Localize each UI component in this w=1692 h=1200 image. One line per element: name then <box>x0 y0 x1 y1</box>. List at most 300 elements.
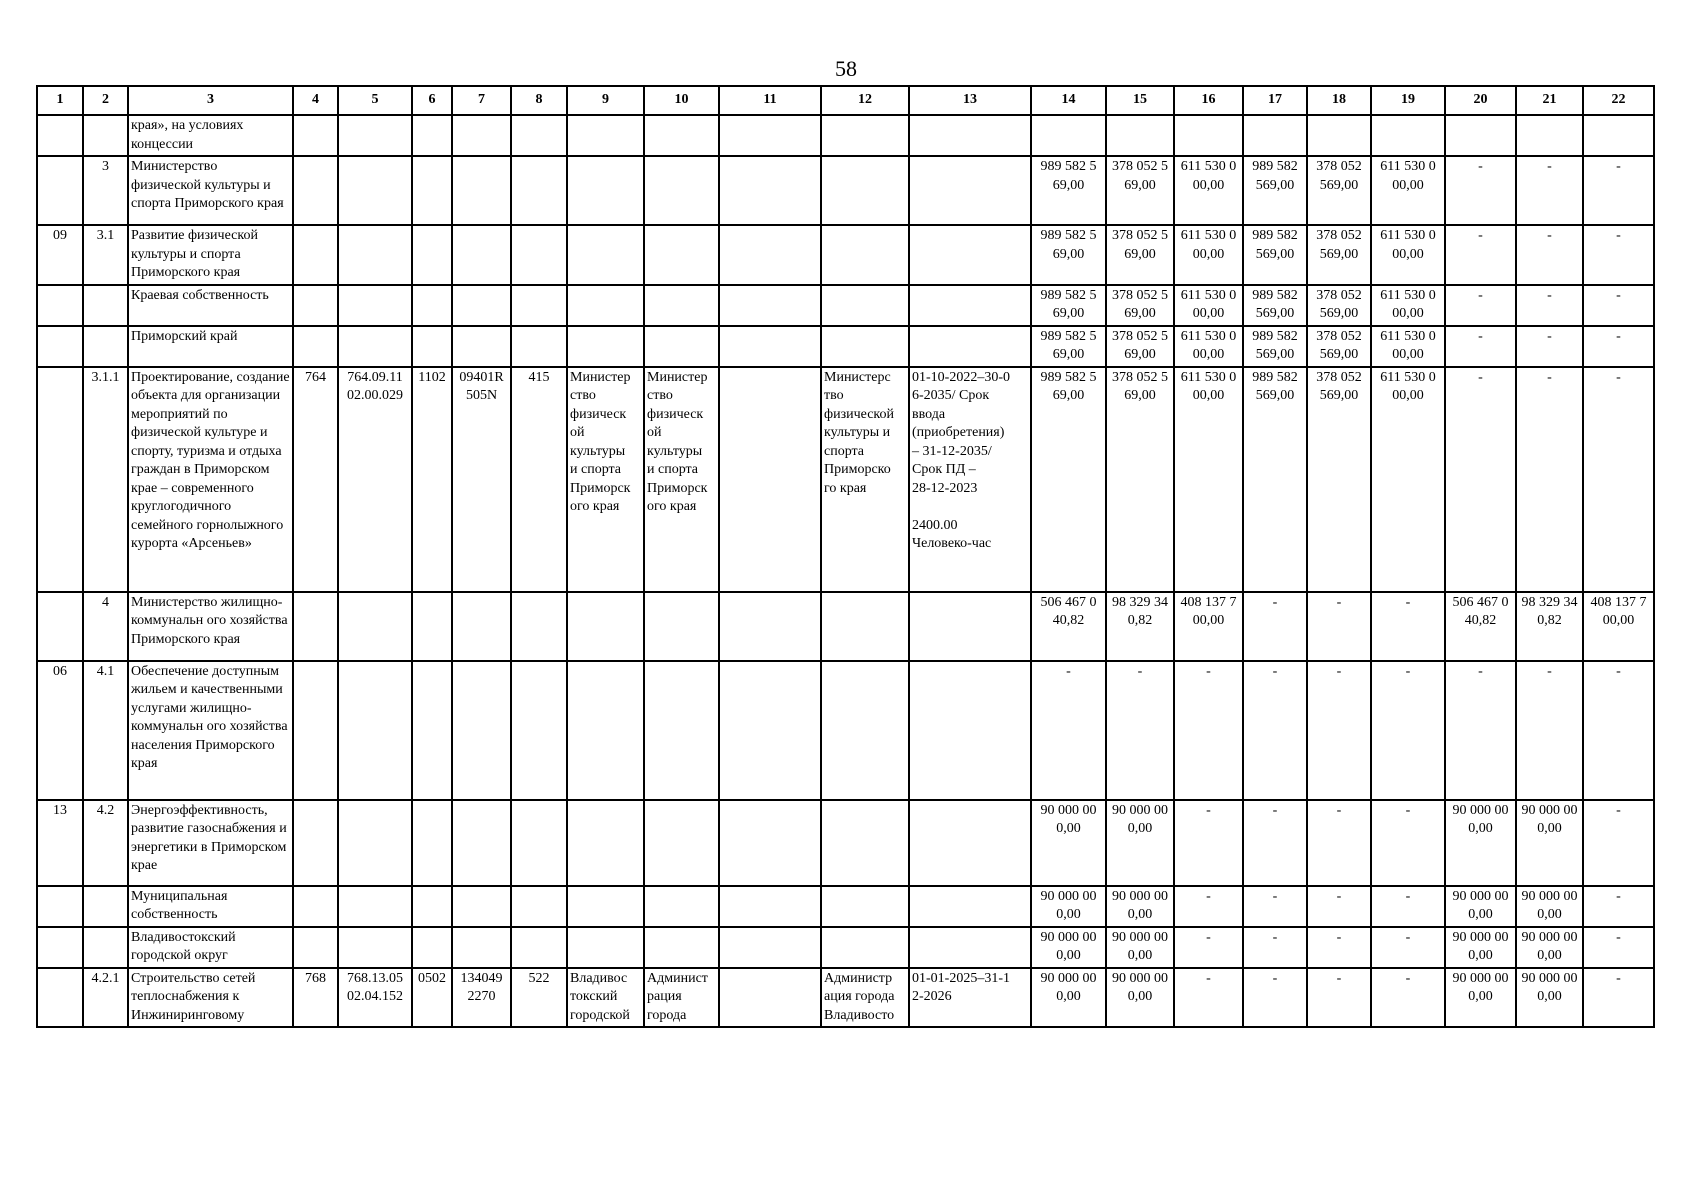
cell-expense-type <box>511 156 567 225</box>
cell-target-article <box>452 285 511 326</box>
cell-section <box>412 225 452 285</box>
cell-regional: - <box>1174 927 1243 968</box>
cell-regional: 408 137 7 00,00 <box>1174 592 1243 661</box>
cell-col-11 <box>719 156 821 225</box>
cell-regional-2: - <box>1371 592 1445 661</box>
cell-row-number: 3.1.1 <box>83 367 128 592</box>
cell-total: 989 582 5 69,00 <box>1031 326 1106 367</box>
cell-row-code <box>37 285 83 326</box>
cell-col-11 <box>719 285 821 326</box>
cell-federal-2: - <box>1307 927 1371 968</box>
cell-regional-2: - <box>1371 661 1445 800</box>
cell-total-2: - <box>1243 661 1307 800</box>
cell-total-2: - <box>1243 800 1307 886</box>
cell-federal: 98 329 34 0,82 <box>1106 592 1174 661</box>
cell-total-3: 90 000 00 0,00 <box>1445 927 1516 968</box>
cell-col-11 <box>719 592 821 661</box>
cell-row-name: Энергоэффективность, развитие газоснабжения и энергетики в Приморском крае <box>128 800 293 886</box>
cell-target-article <box>452 156 511 225</box>
cell-customer: Владивос токский городской <box>567 968 644 1028</box>
cell-regional-3: - <box>1583 367 1654 592</box>
cell-dates-capacity <box>909 326 1031 367</box>
cell-regional-3: - <box>1583 156 1654 225</box>
cell-customer <box>567 156 644 225</box>
column-header-11: 11 <box>719 86 821 115</box>
cell-row-code <box>37 326 83 367</box>
cell-customer <box>567 886 644 927</box>
cell-grbs <box>293 927 338 968</box>
cell-grbs <box>293 285 338 326</box>
cell-federal-3: - <box>1516 661 1583 800</box>
cell-regional-3 <box>1583 115 1654 156</box>
cell-recipient: Министерс тво физической культуры и спорта Приморско го края <box>821 367 909 592</box>
cell-section <box>412 886 452 927</box>
column-header-17: 17 <box>1243 86 1307 115</box>
cell-recipient <box>821 886 909 927</box>
column-header-22: 22 <box>1583 86 1654 115</box>
cell-target-article: 134049 2270 <box>452 968 511 1028</box>
cell-customer: Министер ство физическ ой культуры и спорта Приморск ого края <box>567 367 644 592</box>
cell-total: 506 467 0 40,82 <box>1031 592 1106 661</box>
cell-kbk <box>338 927 412 968</box>
cell-total-3 <box>1445 115 1516 156</box>
column-header-8: 8 <box>511 86 567 115</box>
column-header-12: 12 <box>821 86 909 115</box>
cell-regional-2: 611 530 0 00,00 <box>1371 285 1445 326</box>
cell-regional-2: - <box>1371 968 1445 1028</box>
cell-col-11 <box>719 800 821 886</box>
cell-row-name: Проектирование, создание объекта для организации мероприятий по физической культуре и спорту, туризма и отдыха граждан в Приморском крае – современного круглогодичного семейного горнолыжного курорта «Арсеньев» <box>128 367 293 592</box>
cell-customer <box>567 285 644 326</box>
cell-grbs <box>293 326 338 367</box>
cell-section <box>412 661 452 800</box>
cell-expense-type <box>511 886 567 927</box>
cell-total-2: 989 582 569,00 <box>1243 285 1307 326</box>
cell-developer <box>644 592 719 661</box>
cell-regional: 611 530 0 00,00 <box>1174 285 1243 326</box>
cell-regional-2: 611 530 0 00,00 <box>1371 367 1445 592</box>
cell-col-11 <box>719 367 821 592</box>
cell-regional: 611 530 0 00,00 <box>1174 225 1243 285</box>
cell-expense-type <box>511 225 567 285</box>
cell-row-name: Краевая собственность <box>128 285 293 326</box>
cell-expense-type <box>511 661 567 800</box>
cell-total-2: - <box>1243 886 1307 927</box>
cell-federal-3: - <box>1516 367 1583 592</box>
cell-kbk <box>338 285 412 326</box>
cell-developer <box>644 661 719 800</box>
cell-section: 0502 <box>412 968 452 1028</box>
cell-target-article <box>452 661 511 800</box>
cell-regional-3: - <box>1583 225 1654 285</box>
column-header-9: 9 <box>567 86 644 115</box>
cell-row-number: 4.2 <box>83 800 128 886</box>
cell-federal-2: 378 052 569,00 <box>1307 225 1371 285</box>
cell-dates-capacity <box>909 800 1031 886</box>
cell-dates-capacity <box>909 592 1031 661</box>
table-row <box>37 115 1654 156</box>
cell-total-2: - <box>1243 592 1307 661</box>
cell-target-article: 09401R 505N <box>452 367 511 592</box>
cell-row-name: края», на условиях концессии <box>128 115 293 156</box>
cell-grbs <box>293 592 338 661</box>
cell-developer <box>644 285 719 326</box>
cell-regional-3: - <box>1583 800 1654 886</box>
cell-expense-type: 522 <box>511 968 567 1028</box>
cell-regional-3: 408 137 7 00,00 <box>1583 592 1654 661</box>
cell-grbs: 768 <box>293 968 338 1028</box>
cell-total: 989 582 5 69,00 <box>1031 285 1106 326</box>
cell-section <box>412 927 452 968</box>
page-number: 58 <box>835 56 857 81</box>
cell-total: 90 000 00 0,00 <box>1031 968 1106 1028</box>
cell-grbs: 764 <box>293 367 338 592</box>
cell-total-2: - <box>1243 927 1307 968</box>
cell-federal-2: 378 052 569,00 <box>1307 367 1371 592</box>
cell-row-number <box>83 326 128 367</box>
cell-regional-3: - <box>1583 661 1654 800</box>
cell-section <box>412 156 452 225</box>
cell-col-11 <box>719 886 821 927</box>
cell-row-number: 4.1 <box>83 661 128 800</box>
cell-total-3: - <box>1445 225 1516 285</box>
table-row <box>37 968 1654 1028</box>
cell-recipient <box>821 592 909 661</box>
cell-regional: 611 530 0 00,00 <box>1174 367 1243 592</box>
cell-regional: - <box>1174 968 1243 1028</box>
cell-row-code <box>37 592 83 661</box>
cell-dates-capacity: 01-01-2025–31-1 2-2026 <box>909 968 1031 1028</box>
cell-recipient <box>821 800 909 886</box>
cell-total-2: 989 582 569,00 <box>1243 326 1307 367</box>
cell-section <box>412 592 452 661</box>
cell-kbk <box>338 156 412 225</box>
cell-col-11 <box>719 115 821 156</box>
cell-expense-type <box>511 285 567 326</box>
cell-kbk <box>338 225 412 285</box>
header-row <box>37 86 1654 115</box>
cell-total-3: 90 000 00 0,00 <box>1445 886 1516 927</box>
table-row <box>37 886 1654 927</box>
column-header-3: 3 <box>128 86 293 115</box>
cell-federal: 378 052 5 69,00 <box>1106 225 1174 285</box>
column-header-16: 16 <box>1174 86 1243 115</box>
column-header-18: 18 <box>1307 86 1371 115</box>
cell-developer <box>644 156 719 225</box>
cell-federal: 90 000 00 0,00 <box>1106 800 1174 886</box>
cell-expense-type <box>511 326 567 367</box>
cell-recipient <box>821 156 909 225</box>
cell-federal-3: 90 000 00 0,00 <box>1516 927 1583 968</box>
cell-federal-3: 98 329 34 0,82 <box>1516 592 1583 661</box>
cell-regional-3: - <box>1583 968 1654 1028</box>
column-header-15: 15 <box>1106 86 1174 115</box>
cell-total-3: 90 000 00 0,00 <box>1445 800 1516 886</box>
cell-expense-type <box>511 592 567 661</box>
cell-col-11 <box>719 326 821 367</box>
cell-dates-capacity <box>909 886 1031 927</box>
cell-customer <box>567 592 644 661</box>
cell-regional-3: - <box>1583 285 1654 326</box>
cell-total: 989 582 5 69,00 <box>1031 156 1106 225</box>
cell-customer <box>567 225 644 285</box>
cell-expense-type <box>511 800 567 886</box>
cell-target-article <box>452 115 511 156</box>
cell-expense-type: 415 <box>511 367 567 592</box>
cell-target-article <box>452 886 511 927</box>
cell-row-name: Муниципальная собственность <box>128 886 293 927</box>
cell-dates-capacity: 01-10-2022–30-0 6-2035/ Срок ввода (приобретения) – 31-12-2035/ Срок ПД – 28-12-2023 2400.00 Человеко-час <box>909 367 1031 592</box>
cell-federal-2: - <box>1307 886 1371 927</box>
cell-regional-3: - <box>1583 927 1654 968</box>
column-header-14: 14 <box>1031 86 1106 115</box>
cell-kbk <box>338 661 412 800</box>
cell-federal-2: 378 052 569,00 <box>1307 326 1371 367</box>
cell-col-11 <box>719 968 821 1028</box>
cell-recipient <box>821 326 909 367</box>
cell-section: 1102 <box>412 367 452 592</box>
cell-row-code: 13 <box>37 800 83 886</box>
cell-federal: 378 052 5 69,00 <box>1106 367 1174 592</box>
cell-section <box>412 800 452 886</box>
cell-regional-2: 611 530 0 00,00 <box>1371 326 1445 367</box>
cell-federal-2: 378 052 569,00 <box>1307 156 1371 225</box>
cell-total-2: - <box>1243 968 1307 1028</box>
table-row <box>37 156 1654 225</box>
cell-recipient <box>821 927 909 968</box>
cell-row-name: Владивостокский городской округ <box>128 927 293 968</box>
column-header-20: 20 <box>1445 86 1516 115</box>
table-row <box>37 592 1654 661</box>
cell-total-3: - <box>1445 367 1516 592</box>
cell-regional-2 <box>1371 115 1445 156</box>
cell-row-number <box>83 115 128 156</box>
cell-recipient <box>821 225 909 285</box>
cell-total-3: 90 000 00 0,00 <box>1445 968 1516 1028</box>
cell-federal: 90 000 00 0,00 <box>1106 927 1174 968</box>
cell-federal: 378 052 5 69,00 <box>1106 285 1174 326</box>
cell-grbs <box>293 115 338 156</box>
cell-federal: 378 052 5 69,00 <box>1106 156 1174 225</box>
cell-row-name: Обеспечение доступным жильем и качественными услугами жилищно-коммунальн ого хозяйства населения Приморского края <box>128 661 293 800</box>
table-row <box>37 326 1654 367</box>
cell-total: 989 582 5 69,00 <box>1031 367 1106 592</box>
cell-target-article <box>452 927 511 968</box>
cell-federal-2: 378 052 569,00 <box>1307 285 1371 326</box>
cell-recipient <box>821 115 909 156</box>
cell-total: 989 582 5 69,00 <box>1031 225 1106 285</box>
column-header-13: 13 <box>909 86 1031 115</box>
cell-kbk <box>338 326 412 367</box>
cell-developer <box>644 115 719 156</box>
cell-total-3: - <box>1445 326 1516 367</box>
table-row <box>37 367 1654 592</box>
cell-kbk: 768.13.05 02.04.152 <box>338 968 412 1028</box>
cell-grbs <box>293 800 338 886</box>
cell-developer: Министер ство физическ ой культуры и спорта Приморск ого края <box>644 367 719 592</box>
cell-customer <box>567 326 644 367</box>
cell-federal-2 <box>1307 115 1371 156</box>
cell-developer <box>644 886 719 927</box>
cell-row-number <box>83 927 128 968</box>
cell-row-name: Министерство жилищно-коммунальн ого хозяйства Приморского края <box>128 592 293 661</box>
cell-target-article <box>452 326 511 367</box>
cell-federal-3: 90 000 00 0,00 <box>1516 968 1583 1028</box>
cell-dates-capacity <box>909 927 1031 968</box>
cell-recipient: Администр ация города Владивосто <box>821 968 909 1028</box>
cell-regional: 611 530 0 00,00 <box>1174 326 1243 367</box>
column-header-7: 7 <box>452 86 511 115</box>
budget-table <box>36 85 1655 1028</box>
cell-row-code <box>37 927 83 968</box>
cell-dates-capacity <box>909 156 1031 225</box>
cell-row-code: 06 <box>37 661 83 800</box>
cell-federal-3: - <box>1516 285 1583 326</box>
table-row <box>37 225 1654 285</box>
cell-col-11 <box>719 927 821 968</box>
cell-customer <box>567 115 644 156</box>
cell-regional-2: - <box>1371 927 1445 968</box>
cell-regional-2: 611 530 0 00,00 <box>1371 225 1445 285</box>
cell-federal-3: - <box>1516 326 1583 367</box>
cell-grbs <box>293 156 338 225</box>
cell-federal-2: - <box>1307 592 1371 661</box>
cell-federal-3: - <box>1516 156 1583 225</box>
cell-kbk <box>338 592 412 661</box>
cell-recipient <box>821 285 909 326</box>
column-header-21: 21 <box>1516 86 1583 115</box>
cell-developer <box>644 927 719 968</box>
cell-regional: - <box>1174 661 1243 800</box>
cell-regional <box>1174 115 1243 156</box>
cell-federal: 378 052 5 69,00 <box>1106 326 1174 367</box>
cell-recipient <box>821 661 909 800</box>
cell-section <box>412 115 452 156</box>
column-header-2: 2 <box>83 86 128 115</box>
cell-target-article <box>452 800 511 886</box>
cell-federal-2: - <box>1307 800 1371 886</box>
cell-row-code <box>37 367 83 592</box>
cell-target-article <box>452 592 511 661</box>
cell-row-code <box>37 156 83 225</box>
cell-dates-capacity <box>909 115 1031 156</box>
table-row <box>37 927 1654 968</box>
cell-row-name: Приморский край <box>128 326 293 367</box>
cell-total-2 <box>1243 115 1307 156</box>
cell-expense-type <box>511 115 567 156</box>
cell-target-article <box>452 225 511 285</box>
cell-total-3: - <box>1445 156 1516 225</box>
column-header-1: 1 <box>37 86 83 115</box>
cell-section <box>412 285 452 326</box>
cell-row-number <box>83 886 128 927</box>
cell-row-name: Министерство физической культуры и спорта Приморского края <box>128 156 293 225</box>
cell-row-number: 3 <box>83 156 128 225</box>
cell-federal-3: 90 000 00 0,00 <box>1516 800 1583 886</box>
cell-federal-3: - <box>1516 225 1583 285</box>
cell-developer <box>644 326 719 367</box>
cell-federal-3: 90 000 00 0,00 <box>1516 886 1583 927</box>
cell-federal-2: - <box>1307 661 1371 800</box>
cell-total-2: 989 582 569,00 <box>1243 367 1307 592</box>
cell-total: 90 000 00 0,00 <box>1031 886 1106 927</box>
cell-total-3: - <box>1445 285 1516 326</box>
cell-total-3: 506 467 0 40,82 <box>1445 592 1516 661</box>
cell-customer <box>567 661 644 800</box>
cell-row-number: 3.1 <box>83 225 128 285</box>
cell-regional-3: - <box>1583 886 1654 927</box>
cell-regional-2: 611 530 0 00,00 <box>1371 156 1445 225</box>
cell-dates-capacity <box>909 661 1031 800</box>
cell-total: 90 000 00 0,00 <box>1031 800 1106 886</box>
cell-dates-capacity <box>909 285 1031 326</box>
cell-row-number: 4.2.1 <box>83 968 128 1028</box>
table-row <box>37 661 1654 800</box>
cell-grbs <box>293 886 338 927</box>
cell-total-3: - <box>1445 661 1516 800</box>
cell-section <box>412 326 452 367</box>
cell-regional-2: - <box>1371 886 1445 927</box>
cell-row-code <box>37 115 83 156</box>
cell-developer <box>644 800 719 886</box>
cell-row-code <box>37 886 83 927</box>
cell-row-name: Строительство сетей теплоснабжения к Инжиниринговому <box>128 968 293 1028</box>
cell-grbs <box>293 225 338 285</box>
cell-kbk <box>338 886 412 927</box>
cell-customer <box>567 800 644 886</box>
cell-total <box>1031 115 1106 156</box>
cell-regional: - <box>1174 886 1243 927</box>
cell-kbk: 764.09.11 02.00.029 <box>338 367 412 592</box>
column-header-6: 6 <box>412 86 452 115</box>
cell-developer: Админист рация города <box>644 968 719 1028</box>
table-row <box>37 800 1654 886</box>
cell-regional-2: - <box>1371 800 1445 886</box>
cell-total-2: 989 582 569,00 <box>1243 225 1307 285</box>
column-header-5: 5 <box>338 86 412 115</box>
cell-developer <box>644 225 719 285</box>
cell-regional-3: - <box>1583 326 1654 367</box>
cell-federal: 90 000 00 0,00 <box>1106 886 1174 927</box>
cell-federal-3 <box>1516 115 1583 156</box>
cell-row-number: 4 <box>83 592 128 661</box>
column-header-19: 19 <box>1371 86 1445 115</box>
column-header-10: 10 <box>644 86 719 115</box>
cell-row-code <box>37 968 83 1028</box>
cell-total: 90 000 00 0,00 <box>1031 927 1106 968</box>
cell-total: - <box>1031 661 1106 800</box>
cell-col-11 <box>719 661 821 800</box>
cell-federal <box>1106 115 1174 156</box>
cell-expense-type <box>511 927 567 968</box>
cell-federal: - <box>1106 661 1174 800</box>
cell-col-11 <box>719 225 821 285</box>
cell-dates-capacity <box>909 225 1031 285</box>
cell-row-name: Развитие физической культуры и спорта Приморского края <box>128 225 293 285</box>
cell-regional: - <box>1174 800 1243 886</box>
table-row <box>37 285 1654 326</box>
cell-kbk <box>338 800 412 886</box>
cell-federal: 90 000 00 0,00 <box>1106 968 1174 1028</box>
cell-grbs <box>293 661 338 800</box>
cell-kbk <box>338 115 412 156</box>
cell-federal-2: - <box>1307 968 1371 1028</box>
cell-customer <box>567 927 644 968</box>
cell-row-code: 09 <box>37 225 83 285</box>
column-header-4: 4 <box>293 86 338 115</box>
cell-total-2: 989 582 569,00 <box>1243 156 1307 225</box>
cell-regional: 611 530 0 00,00 <box>1174 156 1243 225</box>
